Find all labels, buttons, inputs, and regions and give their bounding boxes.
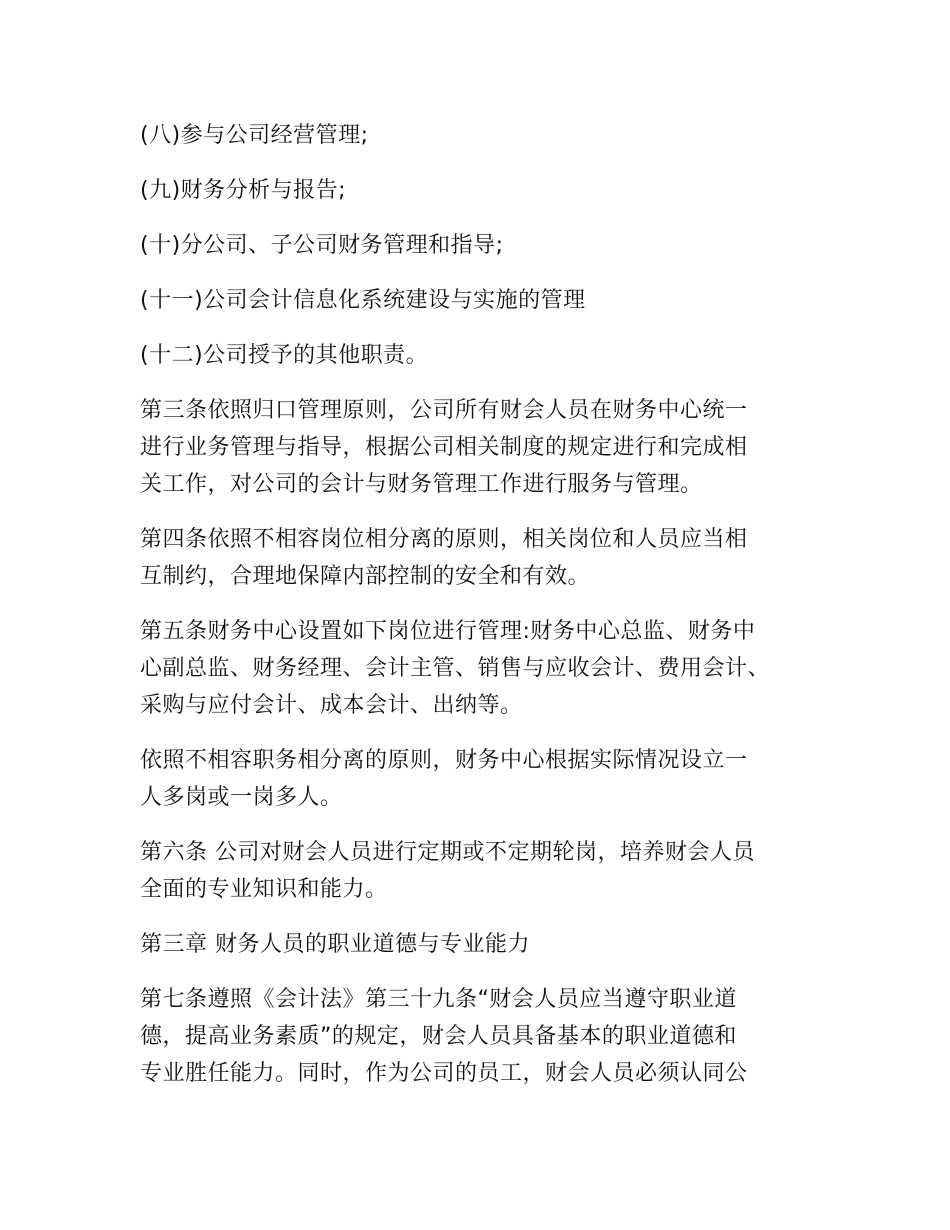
list-item-10 [140,227,812,264]
list-item-11 [140,282,812,319]
text-line: 采购与应付会计、成本会计、出纳等。 [140,693,523,718]
text-line: 第七条遵照《会计法》第三十九条“财会人员应当遵守职业道 [140,987,737,1012]
article-3 [140,392,812,503]
list-item-8 [140,117,812,154]
text-line: (九)财务分析与报告; [140,178,347,203]
text-line: (十二)公司授予的其他职责。 [140,343,429,368]
text-line: 依照不相容职务相分离的原则，财务中心根据实际情况设立一 [140,748,748,773]
text-line: 德，提高业务素质”的规定，财会人员具备基本的职业道德和 [140,1024,737,1049]
text-line: 第五条财务中心设置如下岗位进行管理:财务中心总监、财务中 [140,619,756,644]
text-line: 第三条依照归口管理原则，公司所有财会人员在财务中心统一 [140,398,748,423]
text-line: 第三章 财务人员的职业道德与专业能力 [140,932,530,957]
separation-principle [140,742,812,816]
list-item-12 [140,337,812,374]
text-line: 进行业务管理与指导，根据公司相关制度的规定进行和完成相 [140,435,748,460]
article-7 [140,981,812,1092]
text-line: 人多岗或一岗多人。 [140,785,343,810]
text-line: 第四条依照不相容岗位相分离的原则，相关岗位和人员应当相 [140,527,748,552]
text-line: 专业胜任能力。同时，作为公司的员工，财会人员必须认同公 [140,1061,748,1086]
text-line: 关工作，对公司的会计与财务管理工作进行服务与管理。 [140,472,703,497]
list-item-9 [140,172,812,209]
chapter-3-heading [140,926,812,963]
text-line: (十一)公司会计信息化系统建设与实施的管理 [140,288,586,313]
text-line: 心副总监、财务经理、会计主管、销售与应收会计、费用会计、 [140,656,771,681]
text-line: 互制约，合理地保障内部控制的安全和有效。 [140,564,591,589]
article-4 [140,521,812,595]
text-line: 第六条 公司对财会人员进行定期或不定期轮岗，培养财会人员 [140,840,755,865]
text-line: 全面的专业知识和能力。 [140,877,388,902]
text-line: (十)分公司、子公司财务管理和指导; [140,233,504,258]
document-body [140,117,812,1110]
article-5 [140,613,812,724]
text-line: (八)参与公司经营管理; [140,123,369,148]
article-6 [140,834,812,908]
